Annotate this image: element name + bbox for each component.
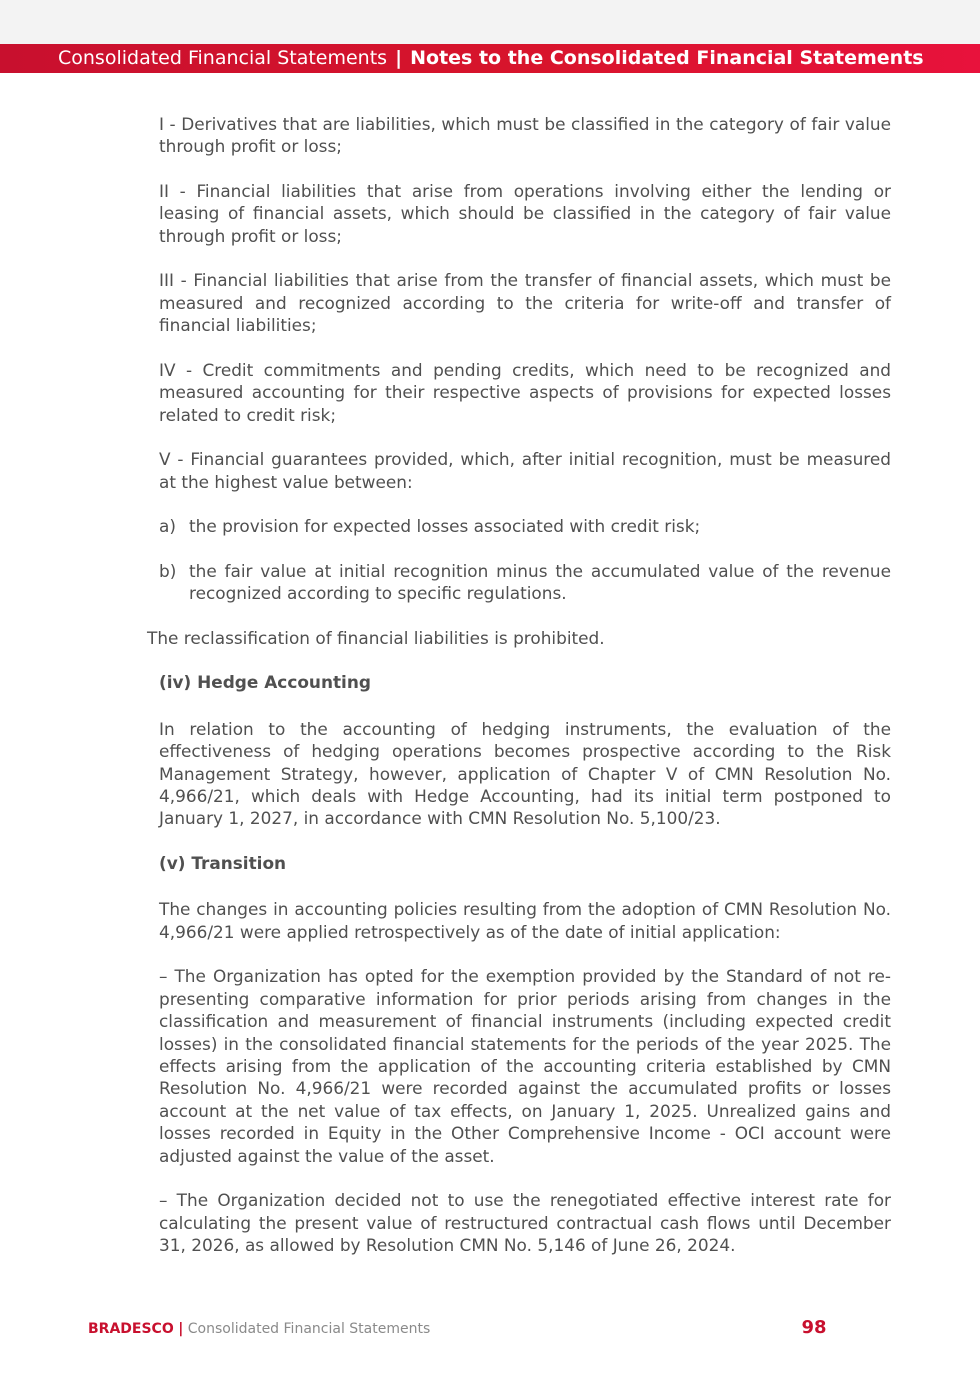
footer — [88, 1319, 430, 1339]
document-body — [147, 113, 891, 1279]
paragraph-transition-bullet-2: – The Organization decided not to use the renegotiated effective interest rate for calculating the present value of restructured contractual cash flows until December 31, 2026, as allowed by Resolution CMN No. 5,146 of June 26, 2024. — [159, 1190, 891, 1256]
paragraph-transition-bullet-1: – The Organization has opted for the exemption provided by the Standard of not re-presenting comparative information for prior periods arising from changes in the classification and measurement of financial instruments (including expected credit losses) in the consolidated financial statements for the periods of the year 2025. The effects arising from the application of the accounting criteria established by CMN Resolution No. 4,966/21 were recorded against the accumulated profits or losses account at the net value of tax effects, on January 1, 2025. Unrealized gains and losses recorded in Equity in the Other Comprehensive Income - OCI account were adjusted against the value of the asset. — [159, 966, 891, 1166]
header-separator: | — [395, 47, 403, 69]
heading-hedge-accounting: (iv) Hedge Accounting — [159, 672, 371, 693]
paragraph-item-i: I - Derivatives that are liabilities, which must be classified in the category of fair value through profit or loss; — [159, 114, 891, 157]
header-section-title: Consolidated Financial Statements — [58, 47, 388, 69]
paragraph-item-v: V - Financial guarantees provided, which, after initial recognition, must be measured at the highest value between: — [159, 449, 891, 492]
top-margin — [0, 0, 980, 44]
list-text-a: the provision for expected losses associated with credit risk; — [189, 516, 701, 537]
header-chapter-title: Notes to the Consolidated Financial Statements — [410, 47, 924, 69]
list-item-b — [159, 560, 891, 605]
paragraph-item-ii: II - Financial liabilities that arise from operations involving either the lending or leasing of financial assets, which should be classified in the category of fair value through profit or loss; — [159, 181, 891, 246]
paragraph-item-iv: IV - Credit commitments and pending credits, which need to be recognized and measured accounting for their respective aspects of provisions for expected losses related to credit risk; — [159, 359, 891, 425]
paragraph-reclassification: The reclassification of financial liabilities is prohibited. — [147, 627, 605, 648]
heading-transition: (v) Transition — [159, 853, 287, 874]
footer-brand: BRADESCO — [88, 1321, 174, 1337]
list-text-b: the fair value at initial recognition minus the accumulated value of the revenue recognized according to specific regulations. — [189, 560, 891, 604]
list-marker-b: b) — [159, 560, 177, 581]
page-number: 98 — [801, 1317, 827, 1338]
list-marker-a: a) — [159, 516, 176, 537]
paragraph-item-iii: III - Financial liabilities that arise from the transfer of financial assets, which must be measured and recognized according to the criteria for write-off and transfer of financial liabilities; — [159, 270, 891, 336]
list-item-a — [159, 515, 891, 537]
header-bar — [0, 44, 980, 73]
paragraph-hedge-accounting: In relation to the accounting of hedging instruments, the evaluation of the effectiveness of hedging operations becomes prospective according to the Risk Management Strategy, however, application of Chapter V of CMN Resolution No. 4,966/21, which deals with Hedge Accounting, had its initial term postponed to January 1, 2027, in accordance with CMN Resolution No. 5,100/23. — [159, 718, 891, 829]
footer-document-title: Consolidated Financial Statements — [187, 1321, 431, 1337]
paragraph-transition-intro: The changes in accounting policies resulting from the adoption of CMN Resolution No. 4,966/21 were applied retrospectively as of the date of initial application: — [159, 899, 891, 942]
footer-separator: | — [178, 1321, 184, 1337]
